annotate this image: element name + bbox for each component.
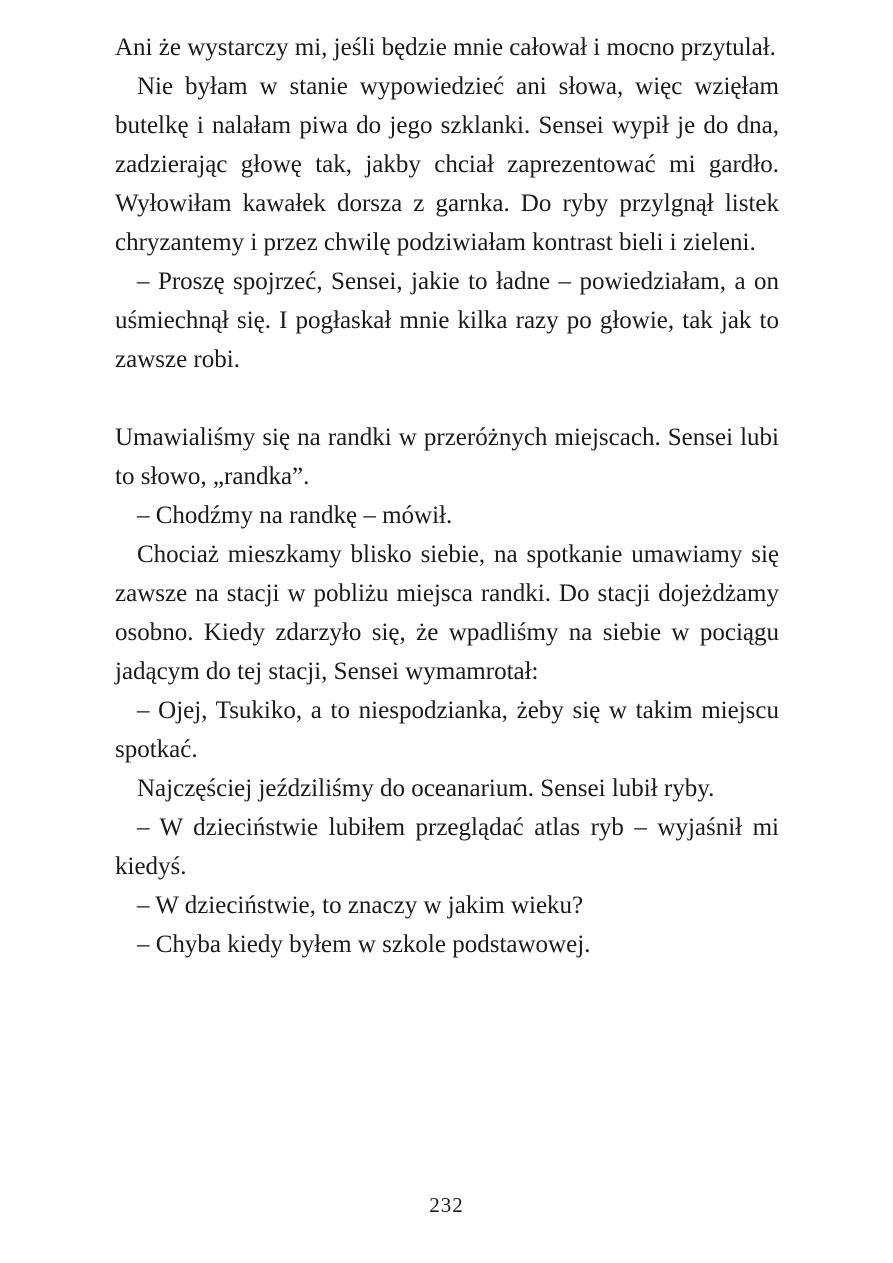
section-break bbox=[115, 379, 779, 418]
dialogue-paragraph: – W dzieciństwie, to znaczy w jakim wieku? bbox=[137, 892, 584, 919]
dialogue-paragraph: – W dzieciństwie lubiłem przeglądać atlas ryb – wyjaśnił mi kiedyś. bbox=[115, 814, 779, 880]
dialogue-paragraph: – Chodźmy na randkę – mówił. bbox=[137, 502, 453, 529]
paragraph: Chociaż mieszkamy blisko siebie, na spotkanie umawiamy się zawsze na stacji w pobliżu miejsca randki. Do stacji dojeżdżamy osobno. Kiedy zdarzyło się, że wpadliśmy na siebie w pociągu jadącym do tej stacji, Sensei wymamrotał: bbox=[115, 541, 779, 685]
paragraph: Najczęściej jeździliśmy do oceanarium. Sensei lubił ryby. bbox=[137, 775, 715, 802]
paragraph: Ani że wystarczy mi, jeśli będzie mnie całował i mocno przytulał. bbox=[115, 34, 776, 61]
body-text bbox=[115, 28, 779, 964]
page-number: 232 bbox=[429, 1193, 464, 1217]
dialogue-paragraph: – Proszę spojrzeć, Sensei, jakie to ładne – powiedziałam, a on uśmiechnął się. I pogłaskał mnie kilka razy po głowie, tak jak to zawsze robi. bbox=[115, 268, 779, 373]
dialogue-paragraph: – Chyba kiedy byłem w szkole podstawowej. bbox=[137, 931, 591, 958]
dialogue-paragraph: – Ojej, Tsukiko, a to niespodzianka, żeby się w takim miejscu spotkać. bbox=[115, 697, 779, 763]
paragraph: Nie byłam w stanie wypowiedzieć ani słowa, więc wzięłam butelkę i nalałam piwa do jego szklanki. Sensei wypił je do dna, zadzierając głowę tak, jakby chciał zaprezentować mi gardło. Wyłowiłam kawałek dorsza z garnka. Do ryby przylgnął listek chryzantemy i przez chwilę podziwiałam kontrast bieli i zieleni. bbox=[115, 73, 779, 256]
paragraph: Umawialiśmy się na randki w przeróżnych miejscach. Sensei lubi to słowo, „randka”. bbox=[115, 424, 779, 490]
